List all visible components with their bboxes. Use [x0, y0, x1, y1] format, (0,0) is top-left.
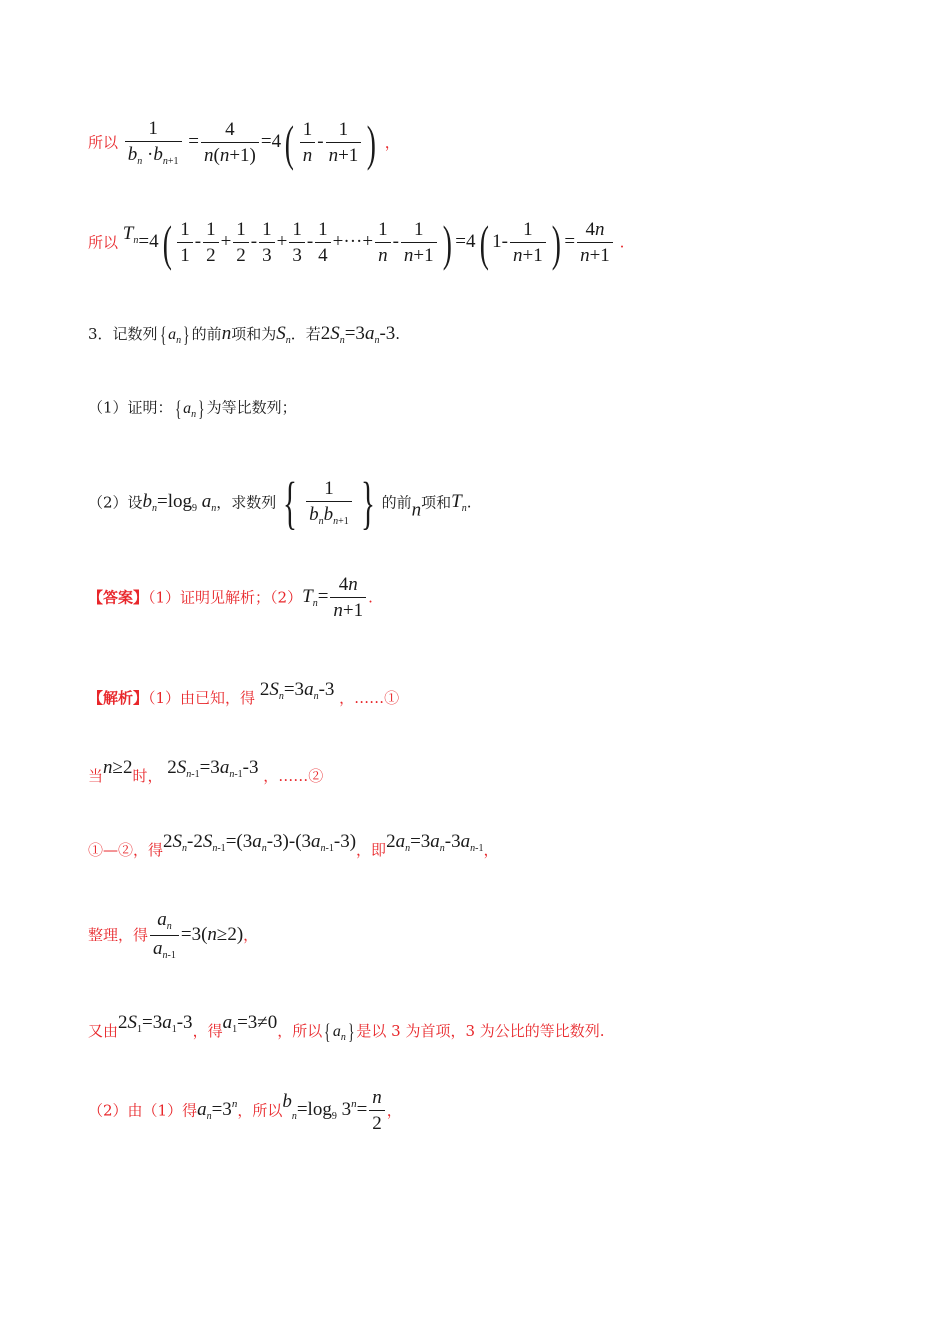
text-ji: ，即	[356, 841, 387, 859]
text-period: .	[368, 588, 373, 607]
answer-text: （1）证明见解析；（2）	[148, 588, 303, 607]
text-ruo: ．若	[290, 325, 321, 343]
formula-reciprocal-product: $\frac{1}{b_n \cdot b_{n+1}}$ = $\frac{4}{n(n+1)}$ =4( $\frac{1}{n}$ - $\frac{1}{n+1}$ )	[123, 131, 385, 152]
solution-tag: 【解析】	[88, 689, 149, 707]
text-comma: ，	[384, 133, 400, 152]
text-period: .	[466, 493, 472, 512]
text-de-qian: 的前	[191, 325, 222, 343]
equation-line-2	[88, 215, 625, 271]
text-suoyi: ，所以	[237, 1101, 283, 1120]
part-text: ，求数列	[216, 493, 277, 512]
solution-line-6: （2）由（1）得$a_n=3^n$，所以$b_n=\log_9$ $3^n=$ $\frac{n}{2}$ ，	[88, 1087, 402, 1134]
part-2: （2）设$b_n=\log_9$ $a_n$，求数列 { $\frac{1}{b_nb_{n+1}}$ } 的前n项和$T_n$.	[88, 470, 472, 535]
equation-marker-2: ，……②	[263, 767, 324, 785]
solution-line-4: 整理，得 $\frac{a_n}{a_{n-1}}$ =3(n≥2)，	[88, 909, 259, 961]
text-comma: ，	[243, 925, 259, 944]
text-youyou: 又由	[88, 1022, 119, 1040]
answer-tag: 【答案】	[88, 588, 149, 607]
text-shi: 时，	[132, 767, 163, 785]
text-conclusion: 是以 3 为首项，3 为公比的等比数列.	[356, 1022, 605, 1040]
question-3: 3．记数列{ $a_n$} 的前n项和为$S_n$．若$2S_n=3a_n-3$.	[88, 322, 401, 348]
text-zhengli: 整理，得	[88, 925, 149, 944]
text-de-qian: 的前	[381, 493, 412, 512]
text-de: ，得	[192, 1022, 223, 1040]
text-comma: ，	[386, 1101, 402, 1120]
question-number: 3．记数列	[88, 325, 158, 343]
solution-line-5: 又由$2S_1=3a_1-3$，得$a_1=3\ne 0$，所以{ $a_n$} 是以 3 为首项，3 为公比的等比数列.	[88, 1012, 605, 1045]
text-xianghe: 项和	[421, 493, 452, 512]
solution-line-2: 当n≥2时， $2S_{n-1}=3a_{n-1}-3$ ，……②	[88, 757, 324, 785]
formula-tn-telescoping: $T^n=4$( $\frac{1}{1}$ - $\frac{1}{2}$ + $\frac{1}{2}$ - $\frac{1}{3}$ + $\frac{1}{3}$ - $\frac{1}{4}$ +···+ $\frac{1}{n}$ - $\frac{1}{n+1}$ ) =4( 1- $\frac{1}{n+1}$ ) = $\frac{4n}{n+1}$	[123, 231, 620, 252]
text-period: .	[395, 325, 401, 343]
text-dang: 当	[88, 767, 104, 785]
equation-marker-1: ，……①	[339, 689, 400, 707]
text-part2: （2）由（1）得	[88, 1101, 198, 1120]
text-comma: ，	[483, 841, 499, 859]
text-period: .	[619, 233, 625, 252]
part-label: （2）设	[88, 493, 143, 512]
solution-line-3: ①—②，得$2S_n-2S_{n-1}=(3a_n-3)-(3a_{n-1}-3)$，即$2a_n=3a_n-3a_{n-1}$，	[88, 831, 499, 859]
text-subtract: ①—②，得	[88, 841, 164, 859]
part-text: 为等比数列；	[206, 398, 297, 417]
text-suoyi: 所以	[88, 133, 119, 152]
answer-line: 【答案】（1）证明见解析；$(2)T_n=$ $\frac{4n}{n+1}$ .	[88, 574, 373, 621]
part-label: （1）证明：	[88, 398, 173, 417]
text-suoyi: 所以	[88, 233, 119, 252]
solution-text: （1）由已知，得	[148, 689, 256, 707]
text-suoyi: ，所以	[277, 1022, 323, 1040]
equation-line-1	[88, 115, 400, 171]
solution-line-1: 【解析】（1）由已知，得 $2S_n=3a_n-3$ ，……①	[88, 679, 400, 707]
text-xianghewei: 项和为	[231, 325, 277, 343]
part-1: （1）证明：{ $a_n$} 为等比数列；	[88, 396, 297, 421]
